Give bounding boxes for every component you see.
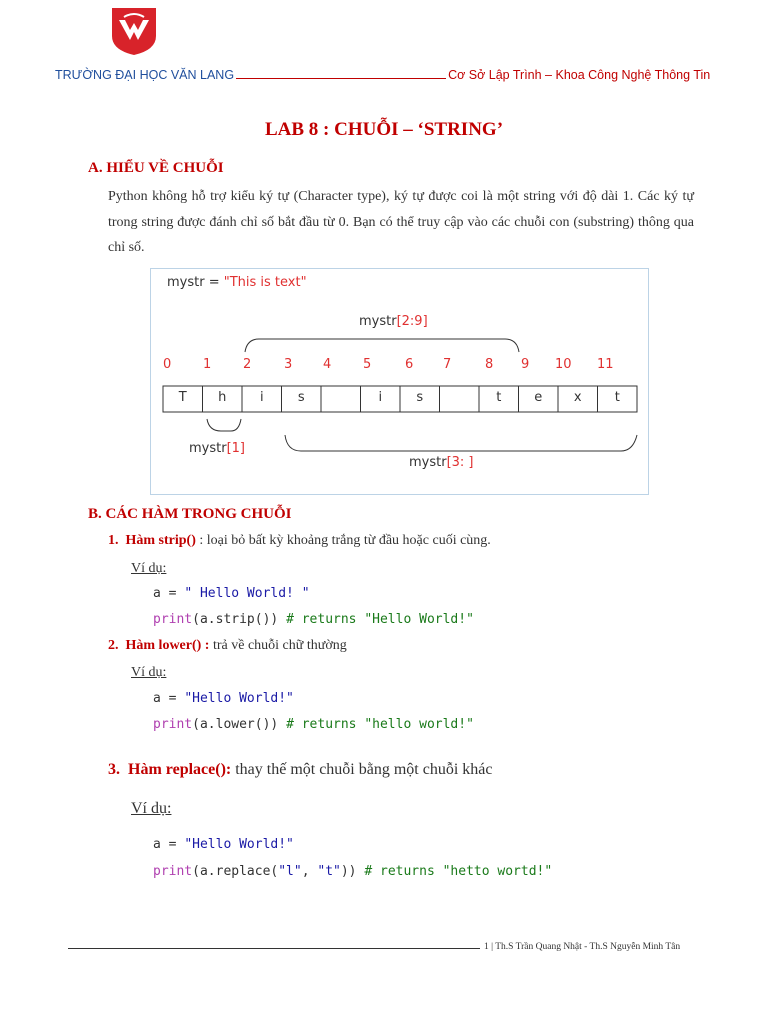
code-var: a [153,586,161,601]
index-label: 5 [363,357,372,372]
example-label: Ví dụ: [131,561,167,576]
page-header [55,68,710,82]
index-label: 10 [555,357,572,372]
slice-one-label [189,441,245,456]
code-comment: # returns "hello world!" [286,717,474,732]
function-desc: thay thế một chuỗi bằng một chuỗi khác [231,761,493,778]
slice-one-var: mystr [189,441,227,456]
section-b-heading: B. CÁC HÀM TRONG CHUỖI [88,506,292,522]
code-line [153,586,310,601]
index-label: 0 [163,357,172,372]
char-cell: x [573,390,582,405]
code-string: "Hello World!" [184,837,294,852]
index-label: 4 [323,357,332,372]
char-cell: e [534,390,543,405]
code-call: (a.strip()) [192,612,287,627]
char-cell: i [378,390,383,405]
slice-rest-label [409,455,474,470]
function-name: Hàm lower() : [125,638,210,653]
slice-top-var: mystr [359,314,397,329]
code-line [153,864,552,879]
slice-rest-idx: [3: ] [446,455,474,470]
code-string: " Hello World! " [184,586,310,601]
char-cell: t [496,390,502,405]
slice-rest-var: mystr [409,455,447,470]
function-desc: : loại bỏ bất kỳ khoảng trắng từ đầu hoặc cuối cùng. [195,533,491,548]
code-eq: = [160,837,185,852]
code-fn: print [153,612,193,627]
code-call: (a.lower()) [192,717,287,732]
string-index-diagram [150,268,649,495]
index-label: 11 [597,357,614,372]
code-arg: "t" [317,864,341,879]
char-cell: h [218,390,227,405]
index-label: 9 [521,357,530,372]
code-call: )) [340,864,365,879]
code-var: a [153,691,161,706]
char-cell: T [178,390,187,405]
char-cell: s [297,390,305,405]
slice-top-idx: [2:9] [396,314,428,329]
function-item-replace [108,761,493,779]
code-line [153,717,474,732]
code-line [153,612,474,627]
university-logo [110,6,158,56]
code-arg: "l" [278,864,302,879]
page-title: LAB 8 : CHUỖI – ‘STRING’ [264,119,504,140]
index-label: 7 [443,357,452,372]
function-item-lower [108,638,347,654]
school-name: TRƯỜNG ĐẠI HỌC VĂN LANG [55,68,235,82]
faculty-name: Cơ Sở Lập Trình – Khoa Công Nghệ Thông Tin [448,68,711,82]
char-cell: s [416,390,424,405]
example-label: Ví dụ: [131,665,167,680]
slice-one-idx: [1] [226,441,245,456]
code-line [153,837,294,852]
assign-value: "This is text" [223,275,307,290]
code-line [153,691,294,706]
index-label: 8 [485,357,494,372]
section-a-paragraph: Python không hỗ trợ kiểu ký tự (Character type), ký tự được coi là một string với độ dài 1. Các ký tự trong string được đánh chỉ số bắt đầu từ 0. Bạn có thể truy cập vào các chuỗi con (substring) thông qua chỉ số. [108,189,694,255]
code-string: "Hello World!" [184,691,294,706]
footer-text: 1 | Th.S Trần Quang Nhật - Th.S Nguyễn Minh Tân [484,942,681,952]
example-label: Ví dụ: [131,800,172,817]
function-name: Hàm strip() [125,533,196,548]
footer-divider [68,940,480,949]
code-fn: print [153,864,193,879]
item-number: 3. [108,761,120,778]
index-label: 3 [284,357,293,372]
code-eq: = [160,586,185,601]
code-var: a [153,837,161,852]
index-label: 6 [405,357,414,372]
page-footer [68,940,680,952]
header-divider [236,68,446,79]
index-label: 1 [203,357,212,372]
index-label: 2 [243,357,252,372]
function-name: Hàm replace(): [128,761,232,778]
code-call: (a.replace( [192,864,279,879]
code-sep: , [301,864,318,879]
assign-var: mystr = [167,275,224,290]
item-number: 2. [108,638,119,653]
diagram-lines [151,269,648,494]
char-cell: t [614,390,620,405]
section-a-heading: A. HIỂU VỀ CHUỖI [88,160,224,176]
item-number: 1. [108,533,119,548]
function-desc: trả về chuỗi chữ thường [209,638,347,653]
code-fn: print [153,717,193,732]
function-item-strip [108,533,491,549]
code-eq: = [160,691,185,706]
code-comment: # returns "Hello World!" [286,612,474,627]
code-comment: # returns "hetto wortd!" [364,864,553,879]
char-cell: i [259,390,264,405]
